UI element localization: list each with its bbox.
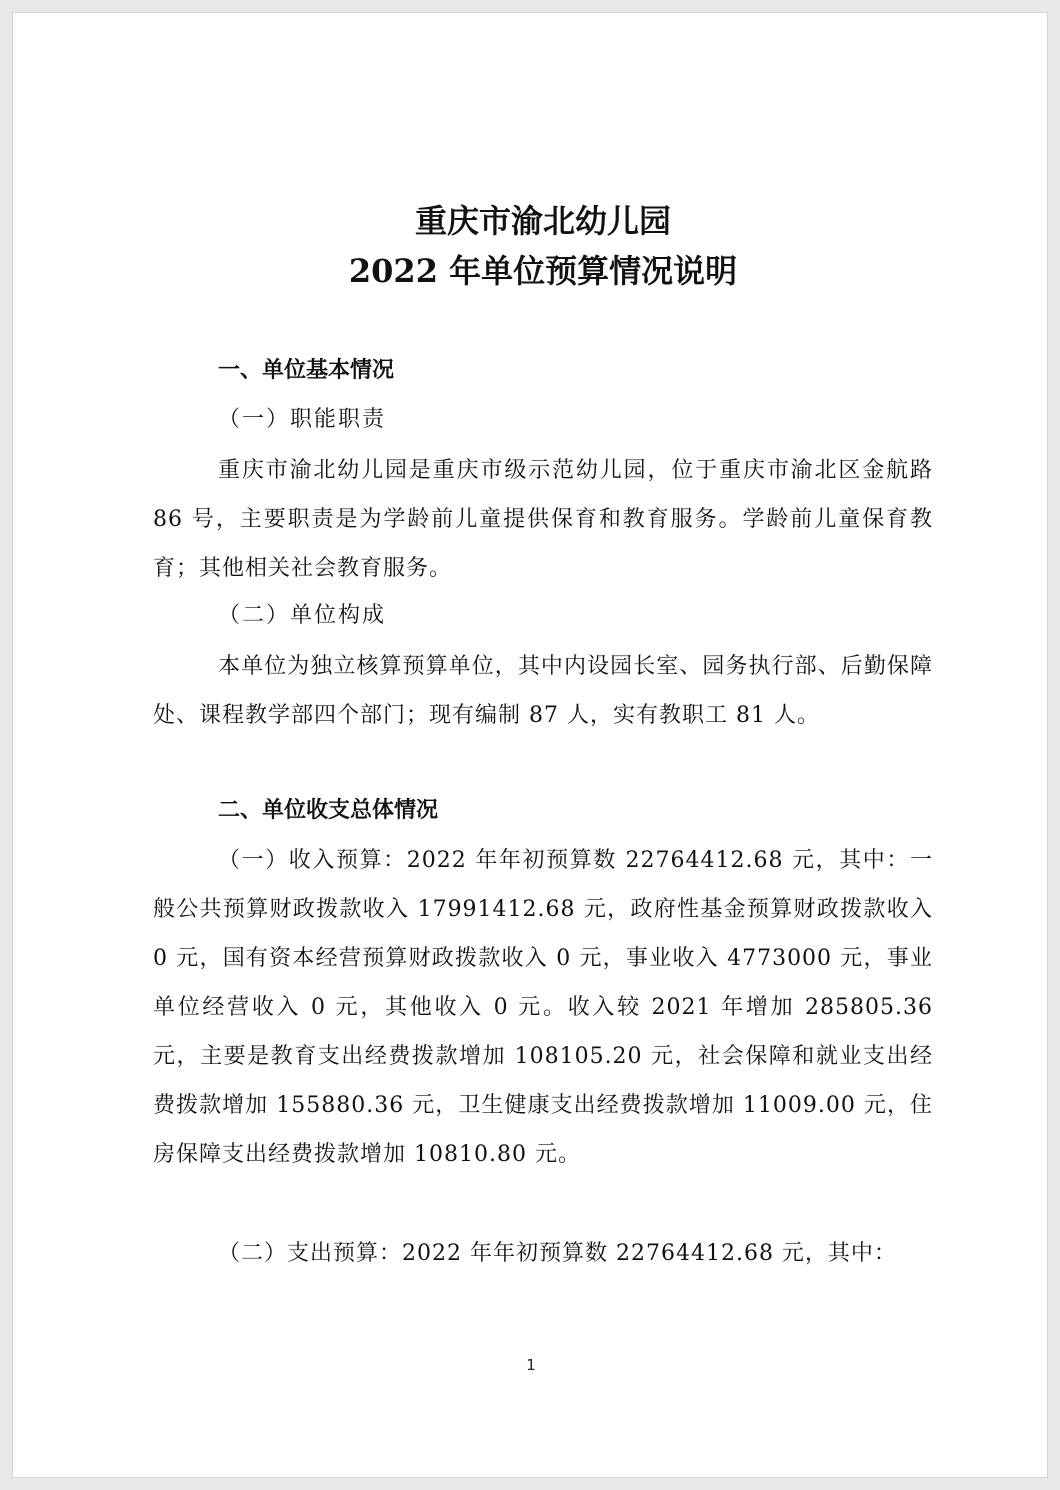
document-title-line1: 重庆市渝北幼儿园 bbox=[414, 202, 671, 240]
paragraph-functions: 重庆市渝北幼儿园是重庆市级示范幼儿园，位于重庆市渝北区金航路 86 号，主要职责是为学龄前儿童提供保育和教育服务。学龄前儿童保育教育；其他相关社会教育服务。 bbox=[153, 458, 933, 581]
paragraph-income-budget: （一）收入预算：2022 年年初预算数 22764412.68 元，其中：一般公共预算财政拨款收入 17991412.68 元，政府性基金预算财政拨款收入 0 元，国有资本经营预算财政拨款收入 0 元，事业收入 4773000 元，事业单位经营收入 0 元，其他收入 0 元。收入较 2021 年增加 285805.36 元，主要是教育支出经费拨款增加 108105.20 元，社会保障和就业支出经费拨款增加 155880.36 元，卫生健康支出经费拨款增加 11009.00 元，住房保障支出经费拨款增加 10810.80 元。 bbox=[153, 848, 933, 1167]
document-title-line2: 2022 年单位预算情况说明 bbox=[348, 252, 738, 290]
section-heading-basic-info: 一、单位基本情况 bbox=[218, 358, 395, 383]
subheading-functions: （一）职能职责 bbox=[218, 407, 387, 432]
section-heading-budget-overview: 二、单位收支总体情况 bbox=[218, 798, 439, 823]
paragraph-expenditure-budget: （二）支出预算：2022 年年初预算数 22764412.68 元，其中： bbox=[218, 1241, 897, 1266]
paragraph-composition: 本单位为独立核算预算单位，其中内设园长室、园务执行部、后勤保障处、课程教学部四个部门；现有编制 87 人，实有教职工 81 人。 bbox=[153, 654, 933, 728]
document-page bbox=[12, 12, 1048, 1478]
subheading-composition: （二）单位构成 bbox=[218, 603, 387, 628]
page-number: 1 bbox=[526, 1356, 536, 1374]
